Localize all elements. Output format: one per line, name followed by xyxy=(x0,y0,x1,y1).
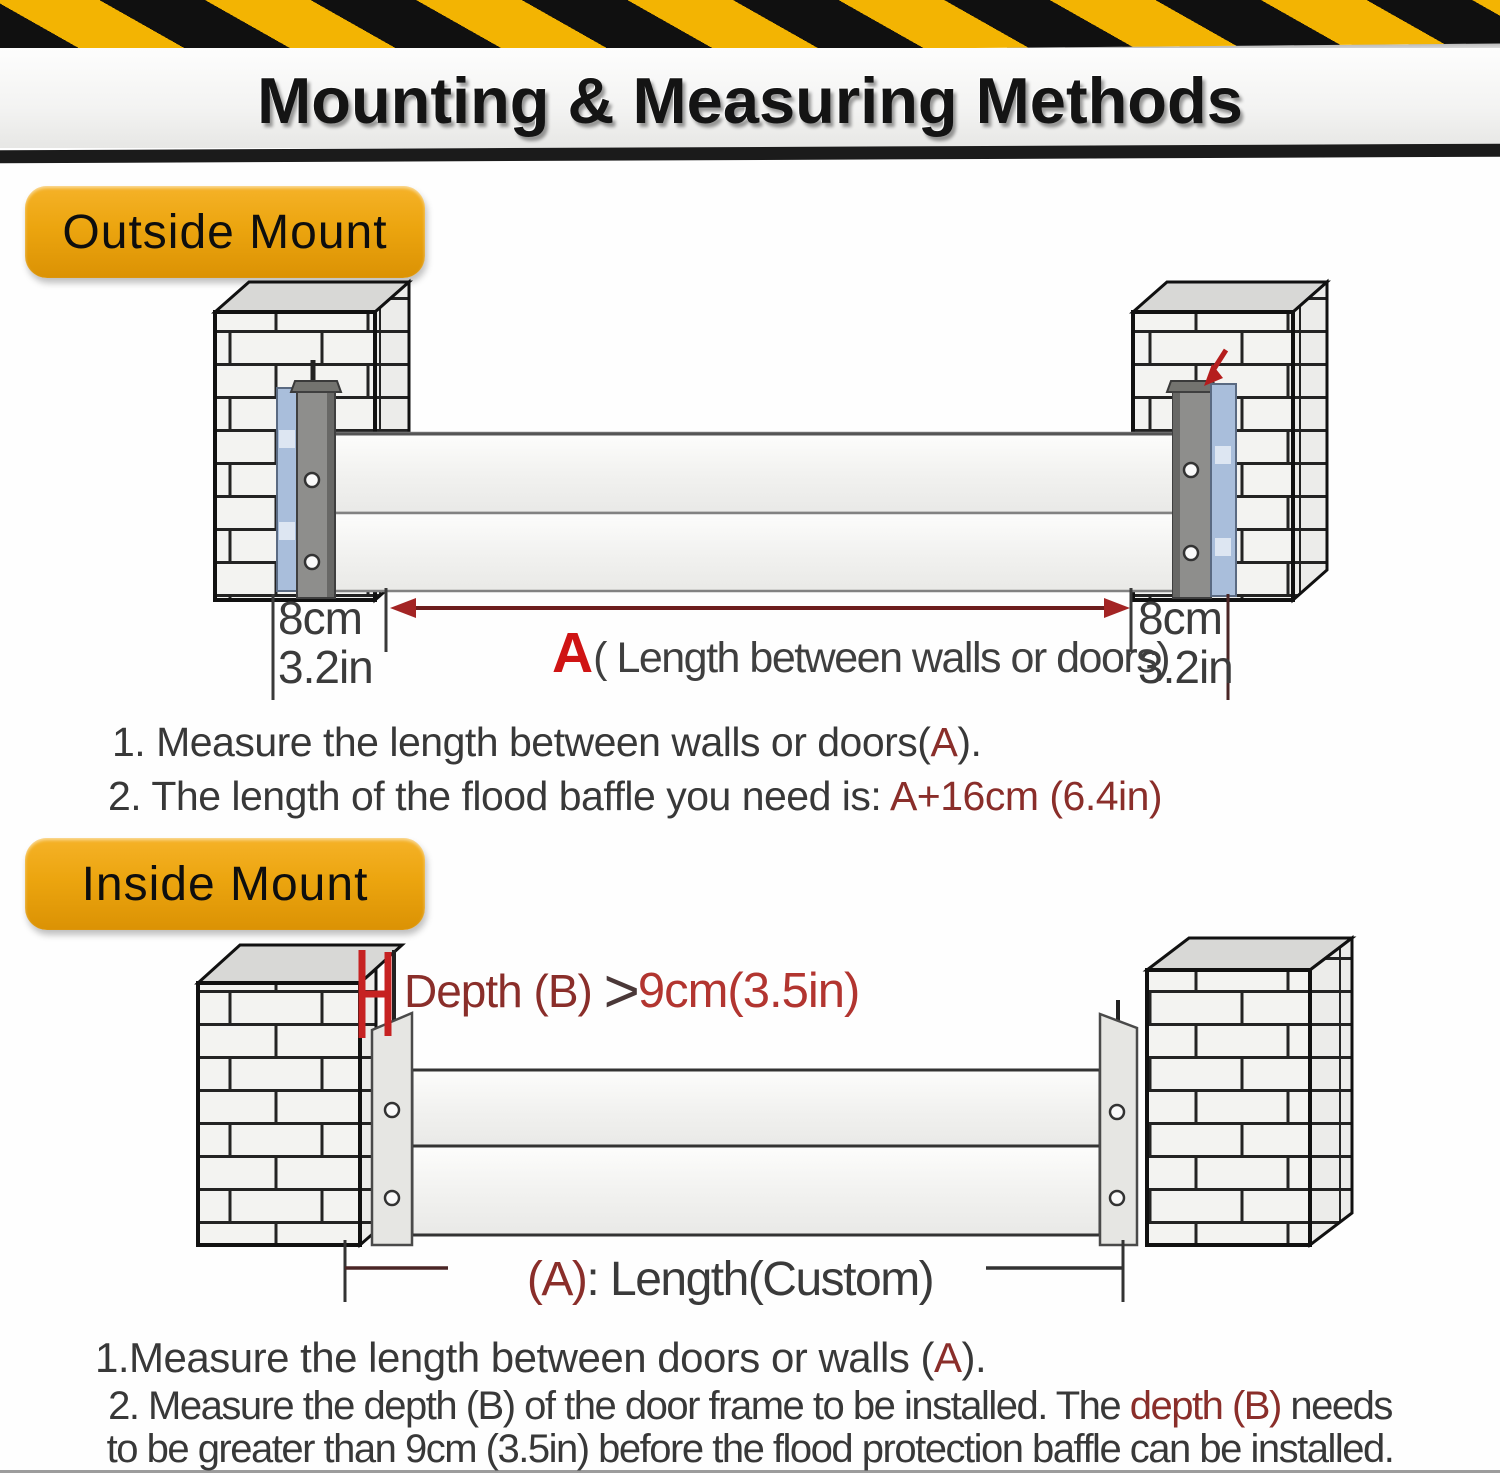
right-offset-cm: 8cm xyxy=(1138,592,1222,644)
inside-flood-barrier-panels xyxy=(412,1070,1100,1235)
outside-flood-barrier-panels xyxy=(333,433,1175,591)
page-title: Mounting & Measuring Methods xyxy=(257,63,1243,137)
inside-step-1-post: ). xyxy=(961,1334,987,1381)
inside-step-1-a: A xyxy=(933,1334,962,1381)
length-a-label xyxy=(552,620,1169,686)
inside-step-2-line-2 xyxy=(0,1427,1500,1472)
inside-mount-badge-label: Inside Mount xyxy=(81,857,369,911)
inside-step-2-line-2-text: to be greater than 9cm (3.5in) before the flood protection baffle can be installed. xyxy=(106,1427,1394,1471)
inside-mounting-channel-right xyxy=(1100,1000,1137,1245)
depth-b-label xyxy=(404,956,859,1027)
inside-step-1-pre: 1.Measure the length between doors or walls ( xyxy=(95,1334,934,1381)
outside-step-1-a: A xyxy=(930,719,958,765)
length-custom-label xyxy=(450,1252,1010,1307)
inside-step-2-pre: 2. Measure the depth (B) of the door frame to be installed. The xyxy=(108,1384,1130,1428)
depth-b-value: 9cm(3.5in) xyxy=(637,964,860,1018)
length-a-text: ( Length between walls or doors) xyxy=(593,634,1170,682)
inside-step-2-mid: needs xyxy=(1280,1384,1392,1428)
outside-step-1-pre: 1. Measure the length between walls or doors( xyxy=(112,719,931,765)
outside-step-2-pre: 2. The length of the flood baffle you need is: xyxy=(108,773,890,819)
outside-step-1 xyxy=(112,719,981,766)
inside-step-2-depth-b: depth (B) xyxy=(1129,1384,1281,1428)
length-custom-text: : Length(Custom) xyxy=(586,1253,934,1306)
left-offset-inch: 3.2in xyxy=(278,641,373,693)
depth-b-text: Depth (B) xyxy=(404,965,604,1017)
right-offset-inch: 3.2in xyxy=(1138,641,1233,693)
outside-step-2 xyxy=(108,773,1162,820)
left-offset-dimension xyxy=(278,594,373,692)
outside-mounting-channel-left xyxy=(277,360,341,598)
outside-step-1-post: ). xyxy=(957,719,982,765)
outside-mounting-channel-right xyxy=(1167,350,1236,598)
inside-right-pillar xyxy=(1147,938,1352,1245)
inside-step-1 xyxy=(95,1334,986,1382)
length-a-letter: A xyxy=(552,621,594,685)
length-custom-a: (A) xyxy=(526,1253,587,1306)
inside-step-2-line-1 xyxy=(0,1384,1500,1429)
outside-step-2-formula: A+16cm (6.4in) xyxy=(889,773,1163,819)
left-offset-cm: 8cm xyxy=(278,592,362,644)
outside-mount-badge-label: Outside Mount xyxy=(62,205,388,259)
greater-than-sign: > xyxy=(603,957,638,1026)
